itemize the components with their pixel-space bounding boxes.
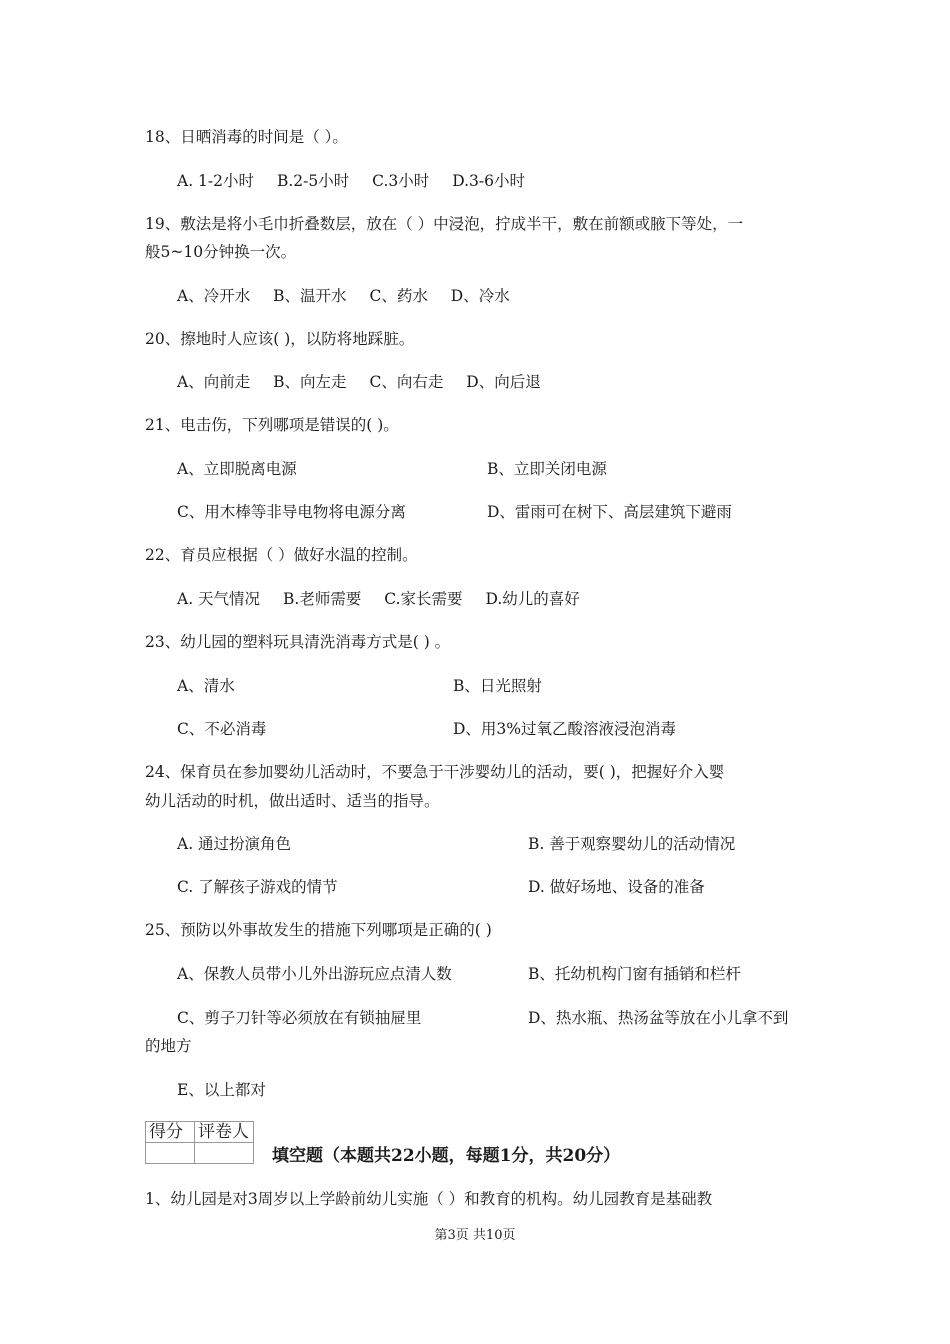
- option-b: B、温开水: [273, 287, 347, 305]
- option-d: D.幼儿的喜好: [485, 590, 580, 608]
- section-title: 填空题（本题共22小题，每题1分，共20分）: [272, 1146, 621, 1166]
- question-25-option-e: E、以上都对: [177, 1081, 266, 1099]
- option-a: A. 天气情况: [177, 590, 261, 608]
- question-25-option-a: A、保教人员带小儿外出游玩应点清人数: [177, 965, 452, 983]
- grader-cell: [195, 1143, 254, 1164]
- question-22-stem: 22、育员应根据（ ）做好水温的控制。: [145, 546, 418, 564]
- question-24-stem-line1: 24、保育员在参加婴幼儿活动时，不要急于干涉婴幼儿的活动，要( )，把握好介入婴: [145, 763, 725, 781]
- question-18-options: [177, 170, 543, 192]
- question-25-option-b: B、托幼机构门窗有插销和栏杆: [528, 965, 741, 983]
- fill-question-1: 1、幼儿园是对3周岁以上学龄前幼儿实施（ ）和教育的机构。幼儿园教育是基础教: [145, 1190, 713, 1208]
- option-c: C.家长需要: [384, 590, 463, 608]
- option-c: C、药水: [369, 287, 428, 305]
- option-a: A、向前走: [177, 373, 251, 391]
- question-23-option-a: A、清水: [177, 677, 235, 695]
- option-d: D、冷水: [450, 287, 510, 305]
- option-b: B、向左走: [273, 373, 347, 391]
- question-24-option-b: B. 善于观察婴幼儿的活动情况: [528, 835, 736, 853]
- question-23-option-c: C、不必消毒: [177, 720, 267, 738]
- question-24-stem-line2: 幼儿活动的时机，做出适时、适当的指导。: [145, 792, 440, 810]
- score-box: [145, 1121, 254, 1164]
- option-a: A. 1-2小时: [177, 172, 255, 190]
- question-19-stem-line1: 19、敷法是将小毛巾折叠数层，放在（ ）中浸泡，拧成半干，敷在前额或腋下等处，一: [145, 215, 744, 233]
- question-25-option-d: D、热水瓶、热汤盆等放在小儿拿不到: [528, 1009, 789, 1027]
- question-19-stem-line2: 般5~10分钟换一次。: [145, 243, 297, 261]
- option-d: D.3-6小时: [452, 172, 525, 190]
- question-23-option-b: B、日光照射: [453, 677, 542, 695]
- question-25-option-c: C、剪子刀针等必须放在有锁抽屉里: [177, 1009, 422, 1027]
- question-21-option-c: C、用木棒等非导电物将电源分离: [177, 503, 406, 521]
- question-21-option-a: A、立即脱离电源: [177, 460, 297, 478]
- option-a: A、冷开水: [177, 287, 251, 305]
- question-20-stem: 20、擦地时人应该( )，以防将地踩脏。: [145, 330, 415, 348]
- question-21-stem: 21、电击伤，下列哪项是错误的( )。: [145, 416, 399, 434]
- option-b: B.2-5小时: [276, 172, 350, 190]
- option-c: C、向右走: [369, 373, 444, 391]
- question-22-options: [177, 588, 598, 610]
- question-25-option-d-continuation: 的地方: [145, 1037, 192, 1055]
- question-23-option-d: D、用3%过氧乙酸溶液浸泡消毒: [453, 720, 677, 738]
- question-20-options: [177, 371, 559, 393]
- question-23-stem: 23、幼儿园的塑料玩具清洗消毒方式是( ) 。: [145, 633, 451, 651]
- question-21-option-b: B、立即关闭电源: [487, 460, 607, 478]
- score-cell: [146, 1143, 195, 1164]
- question-24-option-d: D. 做好场地、设备的准备: [528, 878, 705, 896]
- question-24-option-a: A. 通过扮演角色: [177, 835, 292, 853]
- option-c: C.3小时: [372, 172, 430, 190]
- question-25-stem: 25、预防以外事故发生的措施下列哪项是正确的( ): [145, 921, 492, 939]
- option-b: B.老师需要: [283, 590, 362, 608]
- grader-label: 评卷人: [195, 1122, 254, 1143]
- question-24-option-c: C. 了解孩子游戏的情节: [177, 878, 338, 896]
- option-d: D、向后退: [466, 373, 541, 391]
- question-21-option-d: D、雷雨可在树下、高层建筑下避雨: [487, 503, 732, 521]
- score-label: 得分: [146, 1122, 195, 1143]
- question-18-stem: 18、日晒消毒的时间是（ ）。: [145, 128, 348, 146]
- question-19-options: [177, 285, 528, 307]
- page-footer: 第3页 共10页: [434, 1228, 516, 1243]
